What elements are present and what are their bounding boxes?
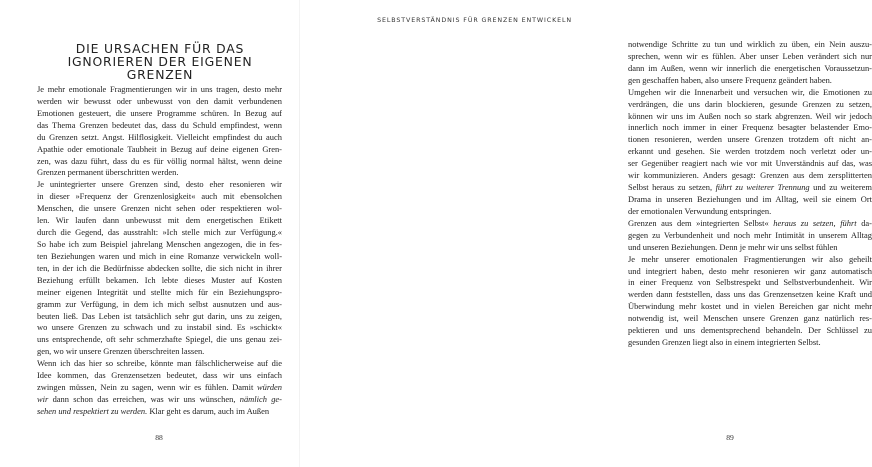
text-line (37, 251, 282, 263)
left-page (0, 0, 300, 467)
text-run: und zu weiterem (809, 182, 872, 193)
text-line (37, 215, 282, 227)
text-line (628, 122, 872, 134)
text-line (37, 299, 282, 311)
text-line (37, 322, 282, 334)
text-run: wo unsere Grenzen zu schwach und zu instabil sind. Es »schickt« (37, 322, 282, 333)
text-run: ten Beziehungen waren und mich in eine Romanze verwickeln woll- (37, 250, 282, 261)
text-run: dann im Außen, wenn wir innerlich die energetischen Voraussetzun- (628, 62, 872, 73)
text-line (628, 301, 872, 313)
text-line (37, 370, 282, 382)
text-line (628, 337, 872, 349)
text-run: Überwindung mehr kostet und in vielen Bereichen gar nicht mehr (628, 301, 872, 312)
text-run: erkannt und gesehen. Sie werden trotzdem noch verletzt oder un- (628, 146, 872, 157)
text-line (37, 346, 282, 358)
text-run: sprechen, wenn wir es fühlen. Aber unser Leben verändert sich nur (628, 50, 872, 61)
text-line (37, 382, 282, 394)
text-line (628, 325, 872, 337)
text-line (628, 51, 872, 63)
text-line (628, 194, 872, 206)
text-run: in dieser »Frequenz der Grenzenlosigkeit« auch mit ebensolchen (37, 191, 282, 202)
text-run: notwendige Schritte zu tun und wirklich zu üben, ein Nein auszu- (628, 39, 872, 49)
text-run: und integriert haben, desto mehr resonieren wir ganz automatisch (628, 265, 872, 276)
text-line (37, 167, 282, 179)
right-page (300, 0, 872, 467)
text-run: beuten ließ. Das Leben ist tatsächlich sehr gut darin, uns zu zeigen, (37, 310, 282, 321)
text-run: werden wir bewusst oder unbewusst von den damit verbundenen (37, 95, 282, 106)
chapter-title-line: IGNORIEREN DER EIGENEN (67, 54, 253, 70)
text-line (628, 111, 872, 123)
text-line (628, 218, 872, 230)
text-run: durch die Gegend, das ausstrahlt: »Ich stelle mich zur Verfügung.« (37, 227, 282, 238)
text-line (628, 75, 872, 87)
text-run: da- (856, 217, 872, 228)
text-line (37, 358, 282, 370)
text-run: das Thema Grenzen bedeutet das, dass du Schuld empfindest, wenn (37, 119, 282, 130)
text-line (628, 170, 872, 182)
text-line (628, 254, 872, 266)
text-run: uns entsprechende, oft sehr schmerzhafte Spiegel, die uns genau zei- (37, 334, 282, 345)
text-run: ser Gegenüber reagiert nach wie vor mit Unverständnis auf das, was (628, 158, 872, 169)
text-line (37, 156, 282, 168)
text-line (37, 394, 282, 406)
italic-text: heraus zu setzen, führt (773, 217, 857, 228)
text-line (628, 230, 872, 242)
chapter-title-line: GRENZEN (126, 67, 194, 83)
text-run: len. Wir laufen dann unbewusst mit dem energetischen Etikett (37, 215, 282, 226)
text-line (37, 311, 282, 323)
page-number: 88 (155, 433, 163, 442)
text-run: Idee kommen, das Grenzensetzen bedeutet, dass wir uns einfach (37, 370, 282, 381)
text-line (628, 99, 872, 111)
text-run: Wenn ich das hier so schreibe, könnte man fälschlicherweise auf die (37, 358, 282, 369)
text-run: gesunden Grenzen liegt also in einem integrierten Selbst. (628, 337, 821, 348)
text-run: Emotionen gesteuert, die unsere Programme schüren. In Bezug auf (37, 107, 282, 118)
italic-text: führt zu weiterer Trennung (715, 182, 810, 193)
text-run: gen, wo wir unsere Grenzen überschreiten lassen. (37, 346, 205, 357)
text-run: der emotionalen Verwundung entspringen. (628, 205, 772, 216)
text-run: Je mehr emotionale Fragmentierungen wir in uns tragen, desto mehr (37, 84, 282, 94)
text-run: dann schon das erreichen, was wir uns wünschen, (48, 393, 240, 404)
text-run: werden dann feststellen, dass uns das Grenzensetzen keine Kraft und (628, 289, 872, 300)
text-line (628, 277, 872, 289)
text-run: Grenzen aus dem »integrierten Selbst« (628, 217, 774, 228)
italic-text: nämlich ge- (239, 393, 282, 404)
text-line (37, 275, 282, 287)
text-line (628, 63, 872, 75)
text-run: Umgehen wir die Innenarbeit und versuchen wir, die Emotionen zu (628, 86, 872, 97)
text-run: Selbst heraus zu setzen, (628, 182, 716, 193)
text-line (37, 239, 282, 251)
text-run: Klar geht es darum, auch im Außen (147, 405, 270, 416)
text-run: meiner eigenen Integrität und stellte mich für ein Beziehungspro- (37, 286, 282, 297)
text-run: Grenzen permanent überschritten werden. (37, 167, 179, 178)
text-run: Drama in unseren Beziehungen und im Alltag, weil sie einem Ort (628, 193, 872, 204)
text-run: zen, was dazu führt, dass du es für völlig normal hältst, wenn deine (37, 155, 282, 166)
text-line (37, 84, 282, 96)
text-run: zwingen müssen, Nein zu sagen, wenn wir es fühlen. Damit (37, 382, 257, 393)
text-line (37, 227, 282, 239)
text-line (628, 87, 872, 99)
text-run: gen geschaffen haben, also unsere Frequenz geändert haben. (628, 74, 832, 85)
text-line (628, 146, 872, 158)
body-text-left (37, 84, 282, 418)
text-run: notwendig ist, weil Menschen unsere Grenzen ganz natürlich res- (628, 313, 872, 324)
text-line (628, 134, 872, 146)
text-run: So habe ich zum Beispiel jahrelang Menschen angezogen, die in fes- (37, 238, 282, 249)
text-run: innerlich noch immer in einer Frequenz besagter belastender Emo- (628, 122, 872, 133)
text-line (37, 132, 282, 144)
text-run: gramm zur Verfügung, in dem ich mich selbst ausnutzen und aus- (37, 298, 282, 309)
text-run: Apathie oder emotionale Taubheit in Bezug auf deine eigenen Gren- (37, 143, 282, 154)
italic-text: sehen und respektiert zu werden. (37, 405, 148, 416)
text-run: wir kommunizieren. Anders gesagt: Grenzen aus dem zersplitterten (628, 170, 872, 181)
text-run: Beziehung erfüllt bekamen. Ich lebte dieses Muster auf Kosten (37, 274, 282, 285)
text-line (628, 242, 872, 254)
body-text-right (628, 39, 872, 349)
text-run: pektieren und uns dementsprechend behandeln. Der Schlüssel zu (628, 325, 872, 336)
text-line (37, 179, 282, 191)
text-run: verdrängen, die uns darin blockieren, gesunde Grenzen zu setzen, (628, 98, 872, 109)
text-line (628, 266, 872, 278)
text-run: gegen zu Verbundenheit und noch mehr Intimität in unserem Alltag (628, 229, 872, 240)
chapter-title-line: DIE URSACHEN FÜR DAS (75, 41, 245, 56)
text-line (37, 287, 282, 299)
text-run: ten, in der ich die Bedürfnisse abdecken sollte, die sich nicht in ihrer (37, 262, 282, 273)
text-line (37, 263, 282, 275)
text-run: Menschen, die unsere Grenzen nicht sehen oder respektieren wol- (37, 203, 282, 214)
text-run: in einer Frequenz von Selbstrespekt und Selbstverbundenheit. Wir (628, 277, 872, 288)
text-run: Je mehr unserer emotionalen Fragmentierungen wir also geheilt (628, 253, 872, 264)
text-line (37, 120, 282, 132)
running-header: SELBSTVERSTÄNDNIS FÜR GRENZEN ENTWICKELN (377, 17, 572, 24)
chapter-title (40, 42, 280, 82)
italic-text: wir (37, 393, 49, 404)
page-number: 89 (726, 433, 734, 442)
text-line (37, 406, 282, 418)
text-run: du Grenzen setzt. Angst. Hilflosigkeit. Vielleicht empfindest du auch (37, 131, 282, 142)
text-run: tionen resonieren, werden unsere Grenzen trotzdem oft nicht an- (628, 134, 872, 145)
text-line (628, 313, 872, 325)
text-run: und unseren Beziehungen. Denn je mehr wir uns selbst fühlen (628, 241, 838, 252)
italic-text: würden (257, 382, 282, 393)
text-line (37, 191, 282, 203)
text-line (628, 182, 872, 194)
text-line (37, 96, 282, 108)
text-line (37, 334, 282, 346)
text-line (37, 108, 282, 120)
text-line (628, 39, 872, 51)
text-line (628, 158, 872, 170)
text-run: Je unintegrierter unsere Grenzen sind, desto eher resonieren wir (37, 179, 282, 190)
text-line (37, 144, 282, 156)
text-run: können wir uns im Außen noch so stark abgrenzen. Weil wir jedoch (628, 110, 872, 121)
text-line (37, 203, 282, 215)
text-line (628, 289, 872, 301)
text-line (628, 206, 872, 218)
